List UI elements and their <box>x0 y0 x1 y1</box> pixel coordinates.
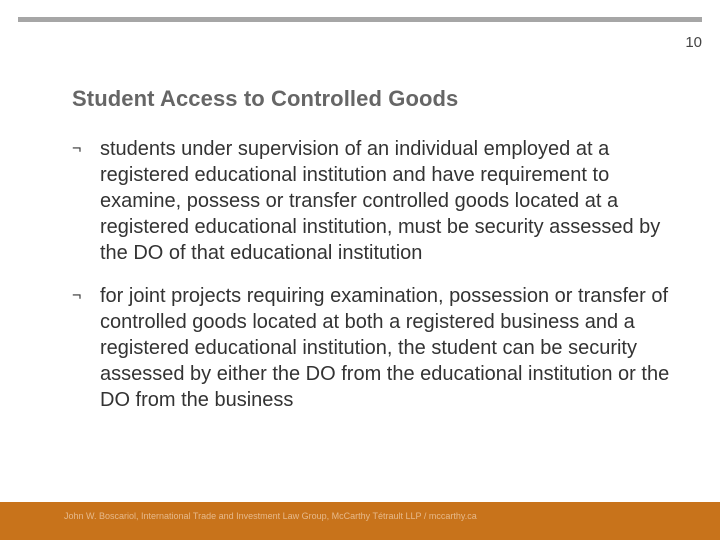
bullet-list <box>72 136 684 430</box>
bullet-marker: ¬ <box>72 140 82 157</box>
bullet-text: for joint projects requiring examination, possession or transfer of controlled goods located at both a registered business and a registered educational institution, the student can be security assessed by either the DO from the educational institution or the DO from the business <box>100 285 670 411</box>
bullet-marker: ¬ <box>72 287 82 304</box>
top-divider-rule <box>18 17 702 22</box>
slide-title: Student Access to Controlled Goods <box>72 86 459 111</box>
bullet-item <box>72 283 684 413</box>
footer-bar <box>0 502 720 540</box>
bullet-item <box>72 136 684 266</box>
footer-credit: John W. Boscariol, International Trade and Investment Law Group, McCarthy Tétrault LLP / mccarthy.ca <box>64 511 477 521</box>
bullet-text: students under supervision of an individual employed at a registered educational institution and have requirement to examine, possess or transfer controlled goods located at a registered educational institution, must be security assessed by the DO of that educational institution <box>100 138 661 264</box>
page-number: 10 <box>685 34 702 51</box>
